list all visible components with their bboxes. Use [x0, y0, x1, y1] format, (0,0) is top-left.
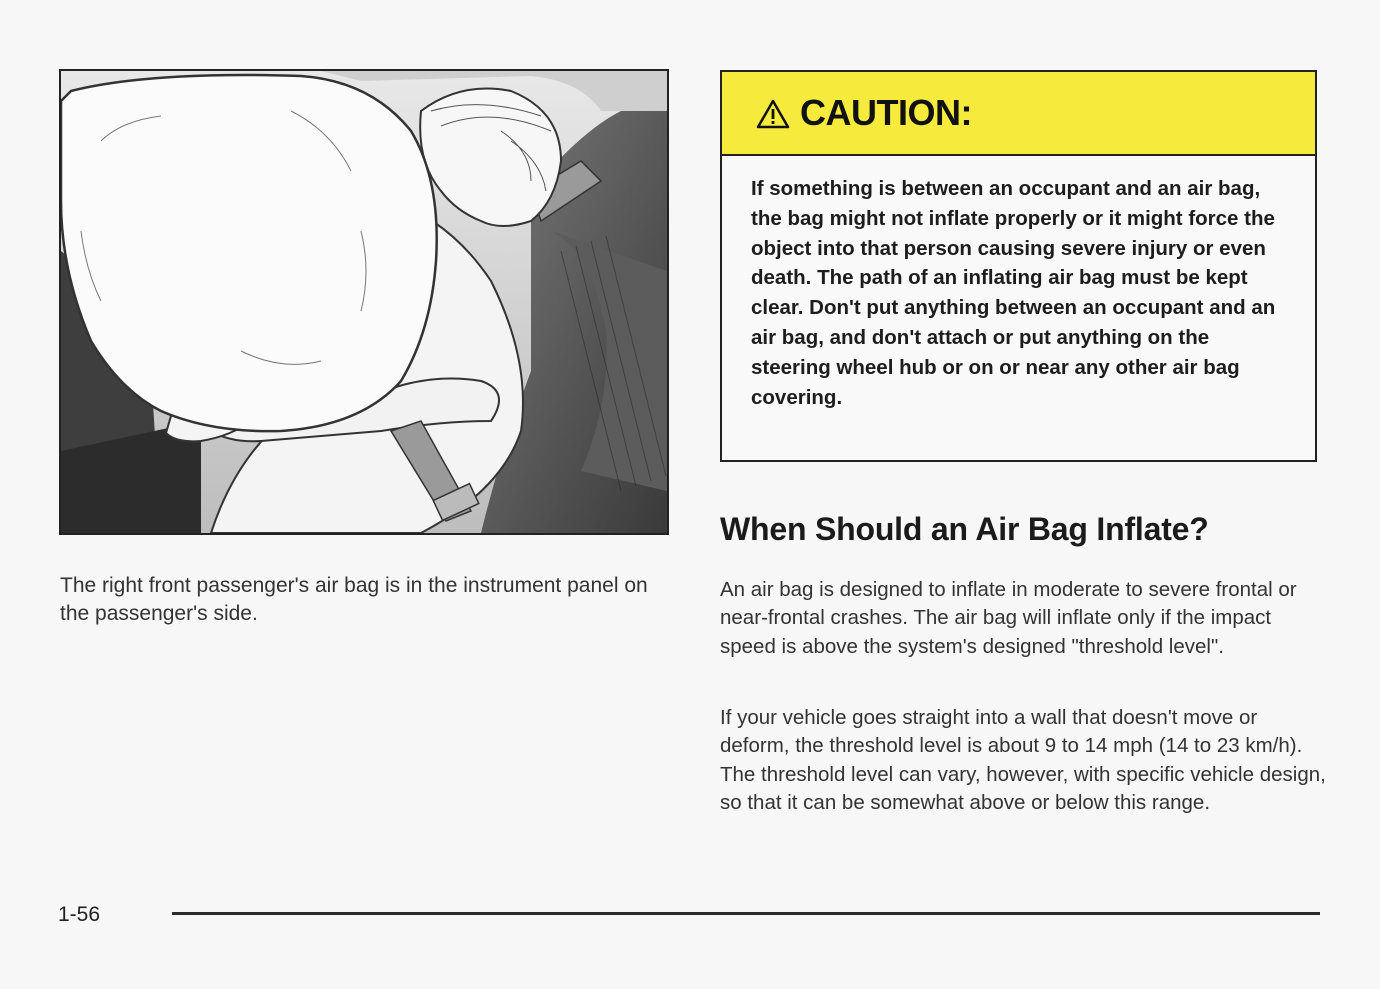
caution-body: If something is between an occupant and an air bag, the bag might not inflate properly or it might force the object into that person causing severe injury or even death. The path of an inflating air bag must be kept clear. Don't put anything between an occupant and an air bag, and don't attach or put anything on the steering wheel hub or on or near any other air bag covering. [751, 177, 1276, 409]
illustration-caption: The right front passenger's air bag is in the instrument panel on the passenger's side. [60, 574, 648, 625]
caution-box [720, 70, 1317, 462]
airbag-illustration [59, 69, 669, 535]
body-paragraph: An air bag is designed to inflate in moderate to severe frontal or near-frontal crashes. The air bag will inflate only if the impact speed is above the system's designed "threshold level". [720, 578, 1297, 658]
section-heading: When Should an Air Bag Inflate? [720, 511, 1209, 547]
caution-title: CAUTION: [800, 92, 972, 133]
caution-header [722, 72, 1315, 156]
warning-triangle-icon [756, 99, 790, 129]
body-paragraph: If your vehicle goes straight into a wall that doesn't move or deform, the threshold level is about 9 to 14 mph (14 to 23 km/h). The threshold level can vary, however, with specific vehicle design, so that it can be somewhat above or below this range. [720, 706, 1326, 814]
footer-rule [172, 912, 1320, 915]
page-number: 1-56 [58, 903, 101, 926]
